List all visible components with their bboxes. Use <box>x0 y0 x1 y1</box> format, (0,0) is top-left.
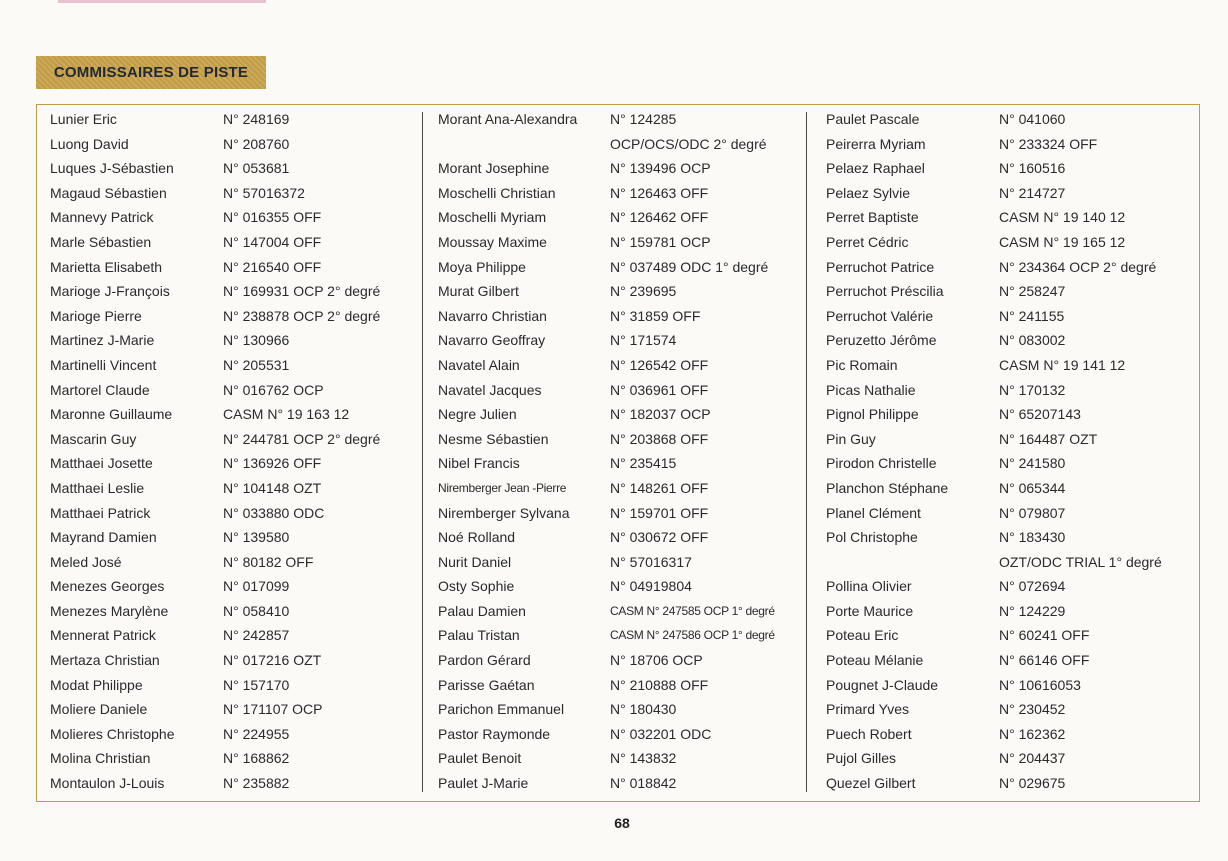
page-number: 68 <box>614 815 630 831</box>
member-name: Parisse Gaétan <box>438 676 535 693</box>
member-name: Martorel Claude <box>50 381 150 398</box>
member-name: Primard Yves <box>826 701 909 718</box>
license-number: N° 036961 OFF <box>610 381 709 398</box>
license-number: N° 244781 OCP 2° degré <box>223 430 381 447</box>
member-name: Palau Tristan <box>438 627 520 644</box>
license-number: N° 030672 OFF <box>610 529 709 546</box>
member-name: Maronne Guillaume <box>50 406 173 423</box>
license-number: N° 214727 <box>999 184 1066 201</box>
member-name: Molina Christian <box>50 750 151 767</box>
license-number: N° 162362 <box>999 725 1066 742</box>
member-name: Matthaei Josette <box>50 455 153 472</box>
member-name: Luong David <box>50 135 129 152</box>
member-name: Paulet J-Marie <box>438 775 529 792</box>
member-name: Martinez J-Marie <box>50 332 155 349</box>
member-name: Moliere Daniele <box>50 701 148 718</box>
member-name: Pujol Gilles <box>826 750 897 767</box>
member-name: Mascarin Guy <box>50 430 137 447</box>
member-name: Puech Robert <box>826 725 912 742</box>
member-name: Marle Sébastien <box>50 233 152 250</box>
member-name: Magaud Sébastien <box>50 184 167 201</box>
member-name: Perruchot Valérie <box>826 307 934 324</box>
license-number: N° 104148 OZT <box>223 479 322 496</box>
license-number: N° 170132 <box>999 381 1066 398</box>
member-name: Paulet Pascale <box>826 111 920 127</box>
license-number: OZT/ODC TRIAL 1° degré <box>999 553 1162 570</box>
member-name: Poteau Mélanie <box>826 652 924 669</box>
member-name: Nibel Francis <box>438 455 520 472</box>
license-number: N° 018842 <box>610 775 677 792</box>
member-name: Marietta Elisabeth <box>50 258 163 275</box>
license-number: N° 079807 <box>999 504 1066 521</box>
license-number: N° 136926 OFF <box>223 455 322 472</box>
member-name: Pastor Raymonde <box>438 725 551 742</box>
license-number: N° 169931 OCP 2° degré <box>223 283 381 300</box>
license-number: N° 233324 OFF <box>999 135 1098 152</box>
license-number: N° 017216 OZT <box>223 652 322 669</box>
license-number: N° 171574 <box>610 332 677 349</box>
member-name: Porte Maurice <box>826 602 914 619</box>
member-name: Perruchot Préscilia <box>826 283 944 300</box>
member-name: Marioge Pierre <box>50 307 142 324</box>
license-number: CASM N° 247586 OCP 1° degré <box>610 628 775 643</box>
license-number: N° 204437 <box>999 750 1066 767</box>
member-name: Pignol Philippe <box>826 406 919 423</box>
license-number: N° 126542 OFF <box>610 356 709 373</box>
member-name: Meled José <box>50 553 122 570</box>
license-number: N° 016762 OCP <box>223 381 324 398</box>
license-number: N° 239695 <box>610 283 677 300</box>
license-number: N° 31859 OFF <box>610 307 701 324</box>
license-number: N° 258247 <box>999 283 1066 300</box>
license-number: CASM N° 247585 OCP 1° degré <box>610 603 775 618</box>
license-number: N° 041060 <box>999 111 1066 127</box>
member-name: Mannevy Patrick <box>50 209 154 226</box>
member-name: Martinelli Vincent <box>50 356 157 373</box>
license-number: N° 235882 <box>223 775 290 792</box>
member-name: Peruzetto Jérôme <box>826 332 937 349</box>
member-name: Navarro Christian <box>438 307 547 324</box>
license-number: N° 147004 OFF <box>223 233 322 250</box>
license-number: N° 238878 OCP 2° degré <box>223 307 381 324</box>
member-name: Moschelli Myriam <box>438 209 547 226</box>
license-number: N° 10616053 <box>999 676 1081 693</box>
member-name: Poteau Eric <box>826 627 899 644</box>
member-name: Palau Damien <box>438 602 526 619</box>
member-name: Matthaei Leslie <box>50 479 145 496</box>
member-name: Niremberger Sylvana <box>438 504 570 521</box>
license-number: N° 18706 OCP <box>610 652 703 669</box>
license-number: N° 126463 OFF <box>610 184 709 201</box>
member-name: Menezes Marylène <box>50 602 169 619</box>
license-number: N° 182037 OCP <box>610 406 711 423</box>
license-number: CASM N° 19 141 12 <box>999 356 1126 373</box>
member-name: Menezes Georges <box>50 578 165 595</box>
license-number: N° 224955 <box>223 725 290 742</box>
member-name: Pin Guy <box>826 430 876 447</box>
license-number: CASM N° 19 165 12 <box>999 233 1126 250</box>
license-number: N° 143832 <box>610 750 677 767</box>
license-number: N° 57016317 <box>610 553 692 570</box>
license-number: N° 171107 OCP <box>223 701 323 718</box>
member-name: Picas Nathalie <box>826 381 916 398</box>
member-name: Perret Baptiste <box>826 209 919 226</box>
license-number: N° 126462 OFF <box>610 209 709 226</box>
member-name: Navatel Alain <box>438 356 520 373</box>
member-name: Perret Cédric <box>826 233 909 250</box>
member-name: Pougnet J-Claude <box>826 676 939 693</box>
member-name: Perruchot Patrice <box>826 258 935 275</box>
member-name: Moussay Maxime <box>438 233 547 250</box>
member-name: Moschelli Christian <box>438 184 556 201</box>
member-name: Planel Clément <box>826 504 921 521</box>
member-name: Luques J-Sébastien <box>50 160 174 177</box>
license-number: N° 032201 ODC <box>610 725 712 742</box>
license-number: N° 210888 OFF <box>610 676 709 693</box>
license-number: N° 203868 OFF <box>610 430 709 447</box>
license-number: N° 160516 <box>999 160 1066 177</box>
member-name: Nesme Sébastien <box>438 430 549 447</box>
member-name: Niremberger Jean -Pierre <box>438 480 567 495</box>
license-number: N° 139580 <box>223 529 290 546</box>
member-name: Paulet Benoit <box>438 750 522 767</box>
license-number: N° 148261 OFF <box>610 479 709 496</box>
member-name: Negre Julien <box>438 406 517 423</box>
license-number: N° 029675 <box>999 775 1066 792</box>
license-number: N° 04919804 <box>610 578 692 595</box>
member-name: Moya Philippe <box>438 258 526 275</box>
license-number: N° 248169 <box>223 111 290 127</box>
member-name: Marioge J-François <box>50 283 170 300</box>
license-number: N° 072694 <box>999 578 1066 595</box>
member-name: Nurit Daniel <box>438 553 512 570</box>
license-number: N° 083002 <box>999 332 1066 349</box>
license-number: N° 016355 OFF <box>223 209 322 226</box>
member-name: Matthaei Patrick <box>50 504 151 521</box>
top-decorative-strip <box>58 0 266 3</box>
license-number: N° 124285 <box>610 111 677 127</box>
member-name: Quezel Gilbert <box>826 775 916 792</box>
member-name: Noé Rolland <box>438 529 516 546</box>
license-number: CASM N° 19 140 12 <box>999 209 1126 226</box>
member-name: Morant Josephine <box>438 160 550 177</box>
column-divider <box>422 112 423 792</box>
license-number: N° 033880 ODC <box>223 504 325 521</box>
license-number: N° 183430 <box>999 529 1066 546</box>
license-number: N° 230452 <box>999 701 1066 718</box>
member-name: Pirodon Christelle <box>826 455 937 472</box>
license-number: N° 164487 OZT <box>999 430 1098 447</box>
license-number: N° 241155 <box>999 307 1065 324</box>
license-number: CASM N° 19 163 12 <box>223 406 350 423</box>
member-name: Peirerra Myriam <box>826 135 926 152</box>
license-number: N° 66146 OFF <box>999 652 1090 669</box>
license-number: N° 234364 OCP 2° degré <box>999 258 1157 275</box>
member-name: Modat Philippe <box>50 676 143 693</box>
member-name: Planchon Stéphane <box>826 479 949 496</box>
column-divider <box>806 112 807 792</box>
section-title: COMMISSAIRES DE PISTE <box>36 56 266 89</box>
member-name: Navatel Jacques <box>438 381 542 398</box>
license-number: OCP/OCS/ODC 2° degré <box>610 135 767 152</box>
license-number: N° 159701 OFF <box>610 504 709 521</box>
member-name: Pelaez Raphael <box>826 160 925 177</box>
member-name: Navarro Geoffray <box>438 332 546 349</box>
license-number: N° 065344 <box>999 479 1066 496</box>
member-name: Pollina Olivier <box>826 578 912 595</box>
license-number: N° 058410 <box>223 602 290 619</box>
license-number: N° 180430 <box>610 701 677 718</box>
member-name: Morant Ana-Alexandra <box>438 111 578 127</box>
member-name: Parichon Emmanuel <box>438 701 565 718</box>
license-number: N° 235415 <box>610 455 677 472</box>
member-name: Mertaza Christian <box>50 652 160 669</box>
license-number: N° 208760 <box>223 135 290 152</box>
member-name: Murat Gilbert <box>438 283 519 300</box>
license-number: N° 017099 <box>223 578 290 595</box>
member-name: Pol Christophe <box>826 529 918 546</box>
license-number: N° 037489 ODC 1° degré <box>610 258 769 275</box>
license-number: N° 205531 <box>223 356 290 373</box>
license-number: N° 159781 OCP <box>610 233 711 250</box>
license-number: N° 65207143 <box>999 406 1081 423</box>
license-number: N° 216540 OFF <box>223 258 322 275</box>
license-number: N° 80182 OFF <box>223 553 314 570</box>
member-name: Montaulon J-Louis <box>50 775 165 792</box>
member-name: Pelaez Sylvie <box>826 184 911 201</box>
license-number: N° 157170 <box>223 676 290 693</box>
member-name: Molieres Christophe <box>50 725 175 742</box>
member-name: Mayrand Damien <box>50 529 157 546</box>
license-number: N° 130966 <box>223 332 290 349</box>
member-name: Pardon Gérard <box>438 652 531 669</box>
license-number: N° 241580 <box>999 455 1066 472</box>
member-name: Osty Sophie <box>438 578 515 595</box>
license-number: N° 57016372 <box>223 184 305 201</box>
member-name: Mennerat Patrick <box>50 627 156 644</box>
member-name: Lunier Eric <box>50 111 117 127</box>
license-number: N° 124229 <box>999 602 1066 619</box>
license-number: N° 168862 <box>223 750 290 767</box>
member-name: Pic Romain <box>826 356 898 373</box>
license-number: N° 139496 OCP <box>610 160 711 177</box>
license-number: N° 242857 <box>223 627 290 644</box>
license-number: N° 60241 OFF <box>999 627 1090 644</box>
license-number: N° 053681 <box>223 160 290 177</box>
